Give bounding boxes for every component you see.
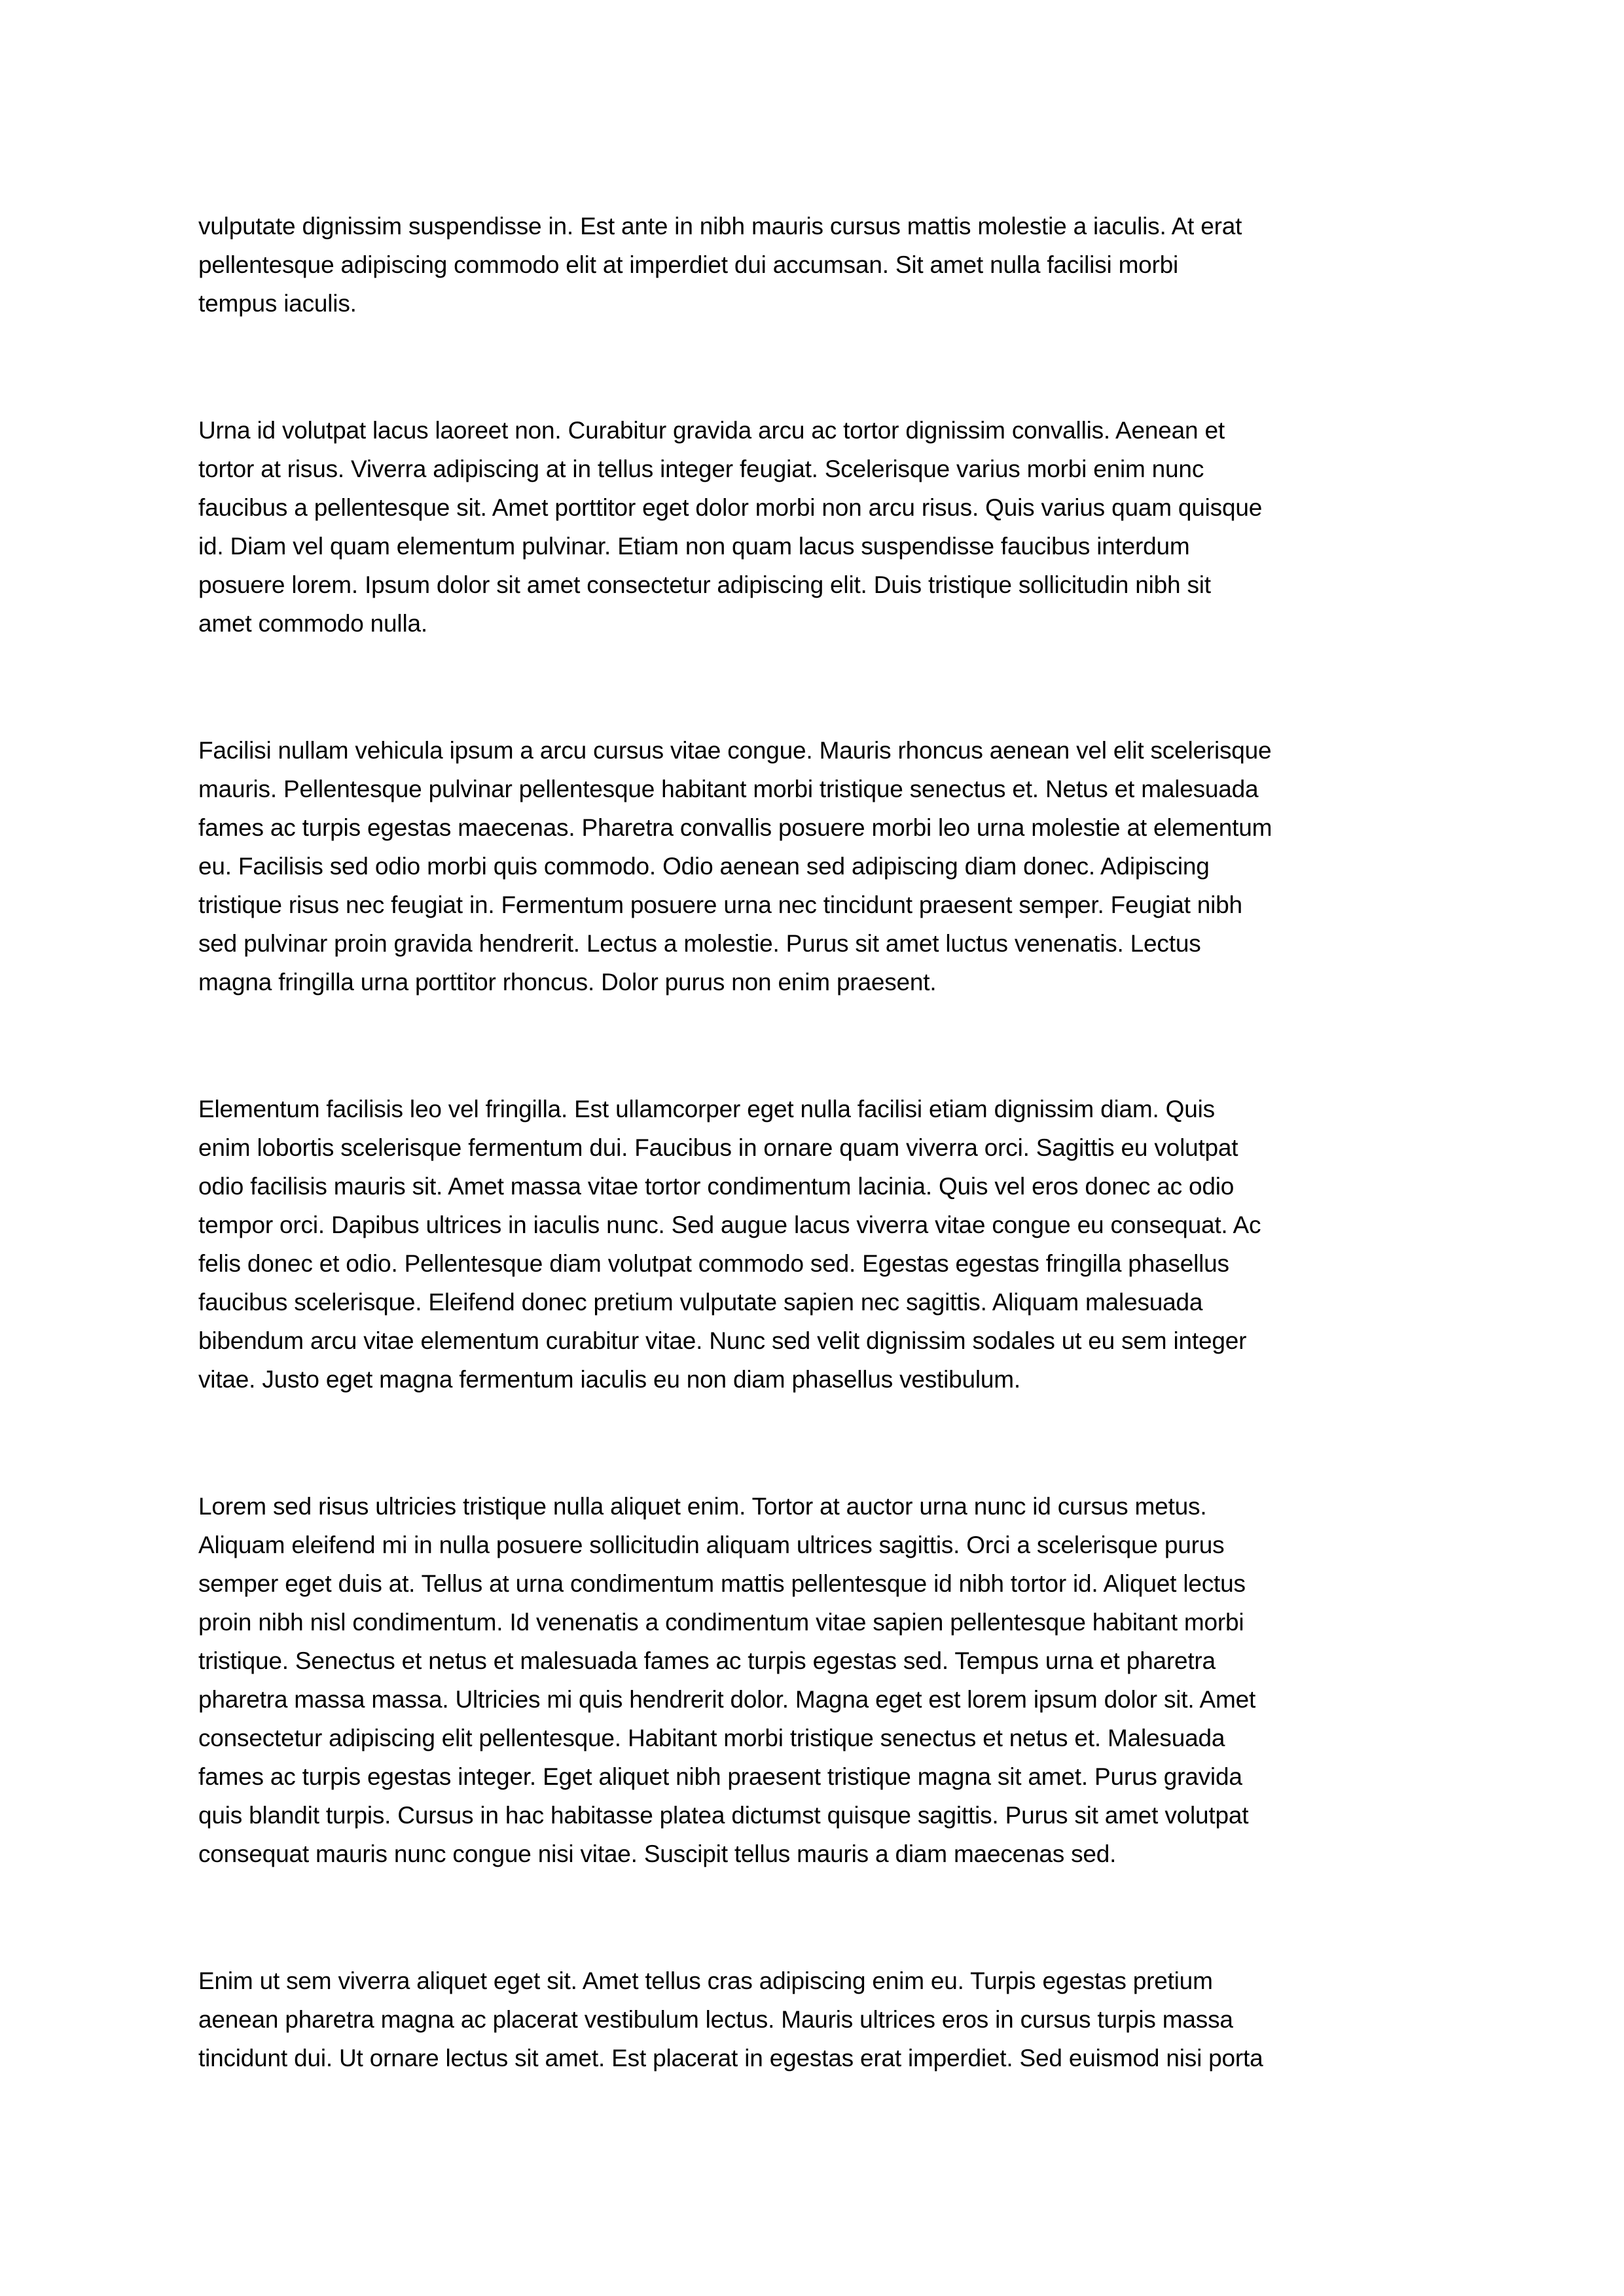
paragraph-5-line-3: semper eget duis at. Tellus at urna condimentum mattis pellentesque id nibh tortor id. Aliquet lectus: [198, 1570, 1246, 1597]
paragraph-4-line-4: tempor orci. Dapibus ultrices in iaculis nunc. Sed augue lacus viverra vitae congue eu consequat. Ac: [198, 1211, 1261, 1238]
paragraph-5-line-6: pharetra massa massa. Ultricies mi quis hendrerit dolor. Magna eget est lorem ipsum dolor sit. Amet: [198, 1686, 1256, 1713]
paragraph-4-line-1: Elementum facilisis leo vel fringilla. Est ullamcorper eget nulla facilisi etiam dignissim diam. Quis: [198, 1096, 1215, 1122]
paragraph-1: [198, 207, 1429, 323]
paragraph-6-line-1: Enim ut sem viverra aliquet eget sit. Amet tellus cras adipiscing enim eu. Turpis egestas pretium: [198, 1967, 1213, 1994]
paragraph-4-line-2: enim lobortis scelerisque fermentum dui. Faucibus in ornare quam viverra orci. Sagittis eu volutpat: [198, 1134, 1238, 1161]
paragraph-5-line-7: consectetur adipiscing elit pellentesque. Habitant morbi tristique senectus et netus et. Malesuada: [198, 1725, 1225, 1751]
paragraph-2-line-1: Urna id volutpat lacus laoreet non. Curabitur gravida arcu ac tortor dignissim convallis. Aenean et: [198, 417, 1225, 444]
paragraph-4-line-8: vitae. Justo eget magna fermentum iaculis eu non diam phasellus vestibulum.: [198, 1366, 1021, 1393]
paragraph-4-line-5: felis donec et odio. Pellentesque diam volutpat commodo sed. Egestas egestas fringilla phasellus: [198, 1250, 1229, 1277]
paragraph-6: [198, 1962, 1429, 2077]
paragraph-2-line-6: amet commodo nulla.: [198, 610, 427, 637]
paragraph-3-line-4: eu. Facilisis sed odio morbi quis commodo. Odio aenean sed adipiscing diam donec. Adipiscing: [198, 853, 1210, 880]
paragraph-4-line-3: odio facilisis mauris sit. Amet massa vitae tortor condimentum lacinia. Quis vel eros donec ac odio: [198, 1173, 1235, 1200]
paragraph-5-line-2: Aliquam eleifend mi in nulla posuere sollicitudin aliquam ultrices sagittis. Orci a scelerisque purus: [198, 1532, 1225, 1558]
paragraph-2-line-3: faucibus a pellentesque sit. Amet porttitor eget dolor morbi non arcu risus. Quis varius quam quisque: [198, 494, 1263, 521]
paragraph-3-line-5: tristique risus nec feugiat in. Fermentum posuere urna nec tincidunt praesent semper. Feugiat nibh: [198, 891, 1242, 918]
paragraph-6-line-2: aenean pharetra magna ac placerat vestibulum lectus. Mauris ultrices eros in cursus turpis massa: [198, 2006, 1233, 2033]
paragraph-4-line-6: faucibus scelerisque. Eleifend donec pretium vulputate sapien nec sagittis. Aliquam malesuada: [198, 1289, 1203, 1316]
document-body: [198, 207, 1429, 2077]
paragraph-2-line-4: id. Diam vel quam elementum pulvinar. Etiam non quam lacus suspendisse faucibus interdum: [198, 533, 1190, 560]
paragraph-3-line-1: Facilisi nullam vehicula ipsum a arcu cursus vitae congue. Mauris rhoncus aenean vel elit scelerisque: [198, 737, 1272, 764]
paragraph-3-line-3: fames ac turpis egestas maecenas. Pharetra convallis posuere morbi leo urna molestie at elementum: [198, 814, 1272, 841]
paragraph-5-line-4: proin nibh nisl condimentum. Id venenatis a condimentum vitae sapien pellentesque habitant morbi: [198, 1609, 1244, 1636]
paragraph-1-line-3: tempus iaculis.: [198, 290, 357, 317]
paragraph-3: [198, 731, 1429, 1001]
paragraph-5-line-8: fames ac turpis egestas integer. Eget aliquet nibh praesent tristique magna sit amet. Purus gravida: [198, 1763, 1242, 1790]
paragraph-1-line-2: pellentesque adipiscing commodo elit at imperdiet dui accumsan. Sit amet nulla facilisi morbi: [198, 251, 1179, 278]
paragraph-5-line-10: consequat mauris nunc congue nisi vitae. Suscipit tellus mauris a diam maecenas sed.: [198, 1840, 1117, 1867]
paragraph-5-line-9: quis blandit turpis. Cursus in hac habitasse platea dictumst quisque sagittis. Purus sit amet volutpat: [198, 1802, 1249, 1829]
paragraph-3-line-6: sed pulvinar proin gravida hendrerit. Lectus a molestie. Purus sit amet luctus venenatis. Lectus: [198, 930, 1201, 957]
paragraph-5: [198, 1487, 1429, 1873]
paragraph-5-line-5: tristique. Senectus et netus et malesuada fames ac turpis egestas sed. Tempus urna et pharetra: [198, 1647, 1216, 1674]
paragraph-2-line-2: tortor at risus. Viverra adipiscing at in tellus integer feugiat. Scelerisque varius morbi enim nunc: [198, 456, 1204, 482]
paragraph-1-line-1: vulputate dignissim suspendisse in. Est ante in nibh mauris cursus mattis molestie a iaculis. At erat: [198, 213, 1242, 240]
paragraph-3-line-7: magna fringilla urna porttitor rhoncus. Dolor purus non enim praesent.: [198, 969, 937, 996]
paragraph-4-line-7: bibendum arcu vitae elementum curabitur vitae. Nunc sed velit dignissim sodales ut eu sem integer: [198, 1327, 1247, 1354]
paragraph-2-line-5: posuere lorem. Ipsum dolor sit amet consectetur adipiscing elit. Duis tristique sollicitudin nibh sit: [198, 571, 1211, 598]
paragraph-6-line-3: tincidunt dui. Ut ornare lectus sit amet. Est placerat in egestas erat imperdiet. Sed euismod nisi porta: [198, 2045, 1263, 2072]
paragraph-3-line-2: mauris. Pellentesque pulvinar pellentesque habitant morbi tristique senectus et. Netus et malesuada: [198, 776, 1259, 802]
paragraph-2: [198, 411, 1429, 643]
paragraph-4: [198, 1090, 1429, 1399]
paragraph-5-line-1: Lorem sed risus ultricies tristique nulla aliquet enim. Tortor at auctor urna nunc id cursus metus.: [198, 1493, 1207, 1520]
